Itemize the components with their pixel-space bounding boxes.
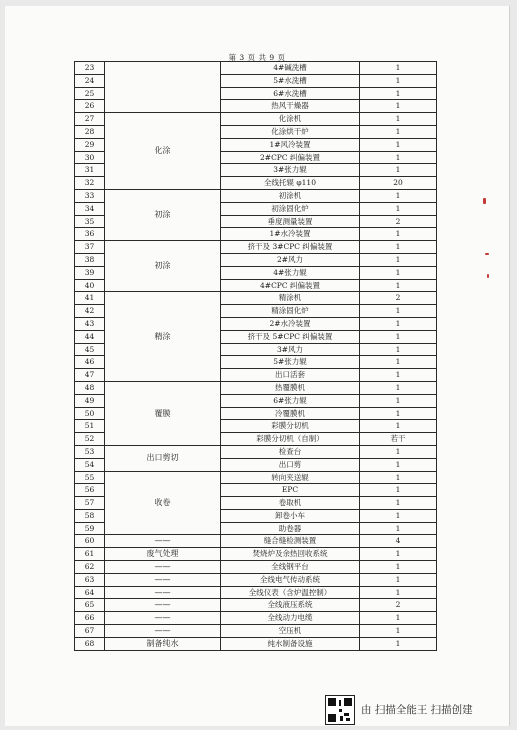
equipment-name: 6#水洗槽	[221, 87, 360, 100]
equipment-quantity: 1	[360, 586, 437, 599]
table-row	[75, 292, 437, 305]
equipment-name: 助卷器	[221, 522, 360, 535]
equipment-quantity: 1	[360, 420, 437, 433]
section-label: 初涂	[105, 189, 221, 240]
table-row	[75, 62, 437, 75]
equipment-quantity: 1	[360, 279, 437, 292]
equipment-quantity: 1	[360, 625, 437, 638]
row-number: 30	[75, 151, 105, 164]
row-number: 43	[75, 317, 105, 330]
equipment-quantity: 1	[360, 394, 437, 407]
row-number: 49	[75, 394, 105, 407]
section-label: 废气处理	[105, 548, 221, 561]
equipment-quantity: 1	[360, 509, 437, 522]
section-label: 化涂	[105, 113, 221, 190]
equipment-name: 空压机	[221, 625, 360, 638]
table-row	[75, 599, 437, 612]
equipment-name: 2#CPC 纠偏装置	[221, 151, 360, 164]
row-number: 26	[75, 100, 105, 113]
equipment-quantity: 1	[360, 113, 437, 126]
equipment-quantity: 1	[360, 125, 437, 138]
red-stamp-mark	[485, 253, 489, 255]
equipment-quantity: 1	[360, 253, 437, 266]
row-number: 63	[75, 573, 105, 586]
equipment-quantity: 1	[360, 202, 437, 215]
row-number: 34	[75, 202, 105, 215]
equipment-quantity: 1	[360, 561, 437, 574]
section-label: 精涂	[105, 292, 221, 382]
row-number: 50	[75, 407, 105, 420]
row-number: 62	[75, 561, 105, 574]
section-label: ——	[105, 612, 221, 625]
equipment-quantity: 1	[360, 164, 437, 177]
section-label: ——	[105, 586, 221, 599]
equipment-name: 3#风力	[221, 343, 360, 356]
equipment-name: 彩膜分切机（自制）	[221, 433, 360, 446]
row-number: 46	[75, 356, 105, 369]
equipment-name: 出口剪	[221, 458, 360, 471]
table-row	[75, 381, 437, 394]
equipment-name: 彩膜分切机	[221, 420, 360, 433]
equipment-quantity: 1	[360, 305, 437, 318]
row-number: 28	[75, 125, 105, 138]
scanner-watermark: 由 扫描全能王 扫描创建	[361, 704, 473, 716]
row-number: 45	[75, 343, 105, 356]
equipment-name: 卸卷小车	[221, 509, 360, 522]
table-row	[75, 561, 437, 574]
equipment-quantity: 1	[360, 62, 437, 75]
equipment-name: 2#风力	[221, 253, 360, 266]
row-number: 53	[75, 445, 105, 458]
equipment-quantity: 1	[360, 74, 437, 87]
row-number: 42	[75, 305, 105, 318]
equipment-quantity: 1	[360, 522, 437, 535]
section-label: ——	[105, 535, 221, 548]
equipment-name: 化涂烘干炉	[221, 125, 360, 138]
table-row	[75, 586, 437, 599]
equipment-name: 全线托辊 φ110	[221, 177, 360, 190]
row-number: 38	[75, 253, 105, 266]
equipment-quantity: 1	[360, 151, 437, 164]
equipment-quantity: 1	[360, 612, 437, 625]
row-number: 56	[75, 484, 105, 497]
section-label: 覆膜	[105, 381, 221, 445]
equipment-name: 挤干及 3#CPC 纠偏装置	[221, 241, 360, 254]
section-label: 收卷	[105, 471, 221, 535]
equipment-name: 热风干燥器	[221, 100, 360, 113]
row-number: 35	[75, 215, 105, 228]
equipment-name: 冷覆膜机	[221, 407, 360, 420]
equipment-quantity: 1	[360, 637, 437, 650]
equipment-name: 焚烧炉及余热回收系统	[221, 548, 360, 561]
section-label: ——	[105, 573, 221, 586]
equipment-quantity: 1	[360, 458, 437, 471]
equipment-quantity: 1	[360, 548, 437, 561]
row-number: 47	[75, 369, 105, 382]
row-number: 64	[75, 586, 105, 599]
row-number: 44	[75, 330, 105, 343]
equipment-name: 1#水冷装置	[221, 228, 360, 241]
equipment-name: 初涂机	[221, 189, 360, 202]
equipment-name: 4#CPC 纠偏装置	[221, 279, 360, 292]
equipment-name: 出口活套	[221, 369, 360, 382]
row-number: 67	[75, 625, 105, 638]
equipment-quantity: 1	[360, 343, 437, 356]
section-label: ——	[105, 599, 221, 612]
row-number: 23	[75, 62, 105, 75]
equipment-quantity: 1	[360, 266, 437, 279]
equipment-name: 纯水制备设施	[221, 637, 360, 650]
equipment-name: 垂度测量装置	[221, 215, 360, 228]
equipment-quantity: 4	[360, 535, 437, 548]
equipment-quantity: 2	[360, 215, 437, 228]
equipment-quantity: 1	[360, 445, 437, 458]
row-number: 25	[75, 87, 105, 100]
row-number: 51	[75, 420, 105, 433]
equipment-name: 挤干及 5#CPC 纠偏装置	[221, 330, 360, 343]
equipment-name: 全线钢平台	[221, 561, 360, 574]
equipment-name: 缝合缝检测装置	[221, 535, 360, 548]
equipment-quantity: 1	[360, 100, 437, 113]
row-number: 29	[75, 138, 105, 151]
row-number: 58	[75, 509, 105, 522]
table-row	[75, 637, 437, 650]
row-number: 39	[75, 266, 105, 279]
equipment-name: 5#水洗槽	[221, 74, 360, 87]
equipment-name: 全线仪表（含炉温控制）	[221, 586, 360, 599]
row-number: 41	[75, 292, 105, 305]
row-number: 59	[75, 522, 105, 535]
section-label	[105, 62, 221, 113]
row-number: 54	[75, 458, 105, 471]
equipment-name: 全线液压系统	[221, 599, 360, 612]
equipment-quantity: 2	[360, 599, 437, 612]
equipment-quantity: 1	[360, 317, 437, 330]
row-number: 52	[75, 433, 105, 446]
equipment-name: 5#张力辊	[221, 356, 360, 369]
equipment-quantity: 1	[360, 369, 437, 382]
equipment-quantity: 1	[360, 241, 437, 254]
section-label: ——	[105, 561, 221, 574]
row-number: 32	[75, 177, 105, 190]
equipment-quantity: 1	[360, 497, 437, 510]
row-number: 48	[75, 381, 105, 394]
table-row	[75, 189, 437, 202]
equipment-quantity: 1	[360, 407, 437, 420]
row-number: 24	[75, 74, 105, 87]
equipment-name: 6#张力辊	[221, 394, 360, 407]
row-number: 60	[75, 535, 105, 548]
equipment-quantity: 1	[360, 356, 437, 369]
equipment-quantity: 1	[360, 471, 437, 484]
equipment-quantity: 2	[360, 292, 437, 305]
table-row	[75, 113, 437, 126]
row-number: 31	[75, 164, 105, 177]
section-label: 制备纯水	[105, 637, 221, 650]
row-number: 33	[75, 189, 105, 202]
equipment-name: 1#风冷装置	[221, 138, 360, 151]
section-label: 初涂	[105, 241, 221, 292]
equipment-quantity: 1	[360, 381, 437, 394]
equipment-quantity: 1	[360, 87, 437, 100]
row-number: 36	[75, 228, 105, 241]
equipment-name: 热覆膜机	[221, 381, 360, 394]
row-number: 68	[75, 637, 105, 650]
equipment-name: EPC	[221, 484, 360, 497]
equipment-table-body	[75, 62, 437, 651]
row-number: 37	[75, 241, 105, 254]
equipment-name: 检查台	[221, 445, 360, 458]
row-number: 61	[75, 548, 105, 561]
equipment-name: 4#张力辊	[221, 266, 360, 279]
equipment-table	[74, 61, 437, 651]
row-number: 27	[75, 113, 105, 126]
equipment-name: 全线电气传动系统	[221, 573, 360, 586]
document-page	[5, 6, 510, 726]
equipment-quantity: 1	[360, 573, 437, 586]
qr-code-icon	[325, 695, 355, 725]
table-row	[75, 612, 437, 625]
equipment-name: 卷取机	[221, 497, 360, 510]
row-number: 55	[75, 471, 105, 484]
row-number: 66	[75, 612, 105, 625]
page-number: 第 3 页 共 9 页	[228, 53, 286, 62]
table-row	[75, 471, 437, 484]
table-row	[75, 625, 437, 638]
equipment-name: 转向夹送辊	[221, 471, 360, 484]
section-label: 出口剪切	[105, 445, 221, 471]
table-row	[75, 548, 437, 561]
equipment-name: 精涂机	[221, 292, 360, 305]
red-stamp-mark	[487, 274, 489, 278]
equipment-name: 2#水冷装置	[221, 317, 360, 330]
table-row	[75, 535, 437, 548]
table-row	[75, 573, 437, 586]
row-number: 57	[75, 497, 105, 510]
equipment-quantity: 1	[360, 330, 437, 343]
equipment-name: 化涂机	[221, 113, 360, 126]
row-number: 40	[75, 279, 105, 292]
equipment-name: 4#碱洗槽	[221, 62, 360, 75]
equipment-quantity: 20	[360, 177, 437, 190]
equipment-quantity: 1	[360, 228, 437, 241]
table-row	[75, 445, 437, 458]
equipment-quantity: 1	[360, 484, 437, 497]
equipment-name: 全线动力电缆	[221, 612, 360, 625]
row-number: 65	[75, 599, 105, 612]
equipment-name: 初涂固化炉	[221, 202, 360, 215]
equipment-name: 精涂固化炉	[221, 305, 360, 318]
equipment-name: 3#张力辊	[221, 164, 360, 177]
red-stamp-mark	[483, 198, 486, 204]
section-label: ——	[105, 625, 221, 638]
equipment-quantity: 若干	[360, 433, 437, 446]
table-row	[75, 241, 437, 254]
equipment-quantity: 1	[360, 138, 437, 151]
equipment-quantity: 1	[360, 189, 437, 202]
